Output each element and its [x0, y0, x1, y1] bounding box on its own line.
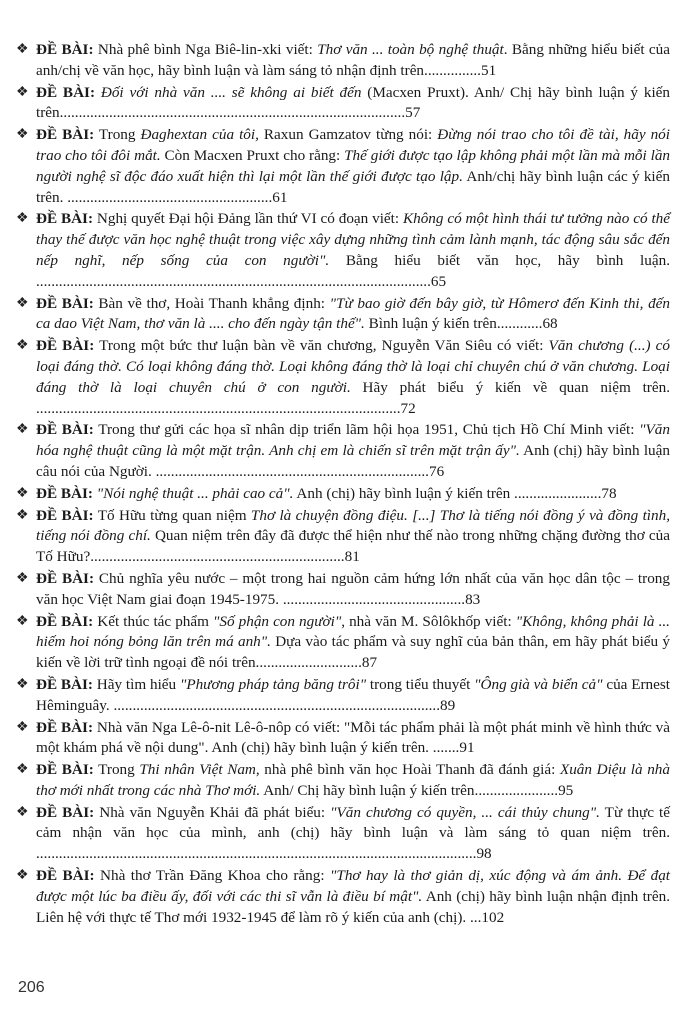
- diamond-bullet-icon: ❖: [16, 422, 29, 438]
- entry-quote: "Phương pháp tảng băng trôi": [179, 675, 367, 693]
- entry-quote: Thơ là chuyện đồng điệu. [...] Thơ là tiếng nói đồng ý và đồng tình, tiếng nói đồng chí.: [36, 506, 670, 545]
- entry-quote: "Văn hóa nghệ thuật cũng là một mặt trận. Anh chị em là chiến sĩ trên mặt trận ấy".: [36, 421, 670, 460]
- entry-page-number: 91: [459, 739, 475, 757]
- entry-page-number: 72: [400, 399, 416, 417]
- entry-label: ĐỀ BÀI:: [36, 126, 95, 144]
- entry-text: của Ernest Hêminguây. ......................................................................................: [36, 675, 671, 714]
- entry-label: ĐỀ BÀI:: [36, 569, 95, 587]
- entry-text: Raxun Gamzatov từng nói:: [258, 126, 438, 144]
- entry-page-number: 61: [272, 188, 288, 206]
- entry-text: Chủ nghĩa yêu nước – một trong hai nguồn cảm hứng lớn nhất của văn học dân tộc – trong văn học Việt Nam giai đoạn 1945-1975. ................................................: [36, 569, 670, 608]
- entry-quote: "Ông già và biển cả": [474, 675, 603, 693]
- entry-text: Anh (chị) hãy bình luận nhận định trên. Liên hệ với thực tế Thơ mới 1932-1945 để làm rõ ý kiến của anh (chị). ...: [36, 887, 670, 926]
- entry-page-number: 76: [428, 462, 445, 480]
- entry-quote: Đaghextan của tôi,: [140, 126, 259, 144]
- entry-label: ĐỀ BÀI:: [36, 484, 93, 502]
- entry-quote: Thế giới được tạo lập không phải một lần mà mỗi lần người nghệ sĩ độc đáo xuất hiện thì lại một lần thế giới được tạo lập.: [36, 146, 671, 185]
- toc-entry: [16, 484, 670, 505]
- entry-text: Nhà phê bình Nga Biê-lin-xki viết:: [93, 41, 318, 58]
- entry-page-number: 102: [481, 908, 505, 926]
- entry-text: Hãy tìm hiểu: [92, 675, 180, 693]
- diamond-bullet-icon: ❖: [16, 338, 29, 354]
- entry-text: Bằng hiểu biết văn học, hãy bình luận. ........................................................................................................: [36, 251, 670, 290]
- entry-quote: Văn chương (...) có loại đáng thờ. Có loại không đáng thờ. Loại không đáng thờ là loại chỉ chuyên chú ở văn chương. Loại đáng thờ là loại chuyên chú ở con người.: [36, 337, 670, 396]
- diamond-bullet-icon: ❖: [16, 613, 29, 629]
- entry-text: Kết thúc tác phẩm: [93, 612, 214, 630]
- entry-quote: Thơ văn ... toàn bộ nghệ thuật: [317, 41, 504, 58]
- entry-label: ĐỀ BÀI:: [36, 867, 95, 885]
- entry-page-number: 81: [344, 548, 360, 566]
- entry-text: Từ thực tế cảm nhận văn học của mình, anh (chị) hãy bình luận và làm sáng tỏ quan niệm trên. ....................................................................................................................: [36, 803, 671, 863]
- toc-entry: [16, 336, 670, 419]
- diamond-bullet-icon: ❖: [16, 485, 29, 501]
- toc-entry: [16, 83, 670, 125]
- toc-entry: [16, 569, 670, 611]
- diamond-bullet-icon: ❖: [16, 42, 29, 57]
- entry-page-number: 87: [361, 654, 378, 672]
- entry-quote: Đối với nhà văn .... sẽ không ai biết đến: [100, 83, 362, 101]
- entry-label: ĐỀ BÀI:: [36, 41, 94, 58]
- entry-text: Trong: [93, 761, 140, 779]
- entry-label: ĐỀ BÀI:: [36, 803, 95, 821]
- toc-entry: [16, 209, 670, 292]
- diamond-bullet-icon: ❖: [16, 295, 29, 311]
- entry-quote: Xuân Diệu là nhà thơ mới nhất trong các nhà Thơ mới.: [36, 761, 670, 799]
- diamond-bullet-icon: ❖: [16, 804, 29, 820]
- entry-quote: Không có một hình thái tư tưởng nào có thể thay thế được văn học nghệ thuật trong việc xây dựng những tình cảm lành mạnh, tác động sâu sắc đến nếp nghĩ, nếp sống của con người".: [36, 210, 670, 269]
- entry-text: Hãy phát biểu ý kiến về quan niệm trên. ................................................................................................: [36, 378, 670, 417]
- entry-page-number: 65: [430, 272, 447, 290]
- entry-text: Bàn về thơ, Hoài Thanh khẳng định:: [93, 294, 330, 312]
- diamond-bullet-icon: ❖: [16, 84, 29, 100]
- diamond-bullet-icon: ❖: [16, 719, 29, 735]
- entry-text: Anh (chị) hãy bình luận ý kiến trên .......................: [293, 484, 602, 502]
- diamond-bullet-icon: ❖: [16, 868, 29, 884]
- entry-page-number: 68: [542, 315, 558, 333]
- entry-text: Còn Macxen Pruxt cho rằng:: [160, 146, 345, 164]
- diamond-bullet-icon: ❖: [16, 676, 29, 692]
- entry-label: ĐỀ BÀI:: [36, 337, 95, 355]
- toc-entry: [16, 803, 670, 865]
- entry-quote: "Từ bao giờ đến bây giờ, từ Hômerơ đến Kinh thi, đến ca dao Việt Nam, thơ văn là .... cho đến ngày tận thế".: [36, 294, 670, 333]
- entry-page-number: 51: [480, 61, 497, 79]
- toc-entry: [16, 718, 670, 760]
- entry-page-number: 89: [440, 696, 456, 714]
- entry-text: , nhà văn M. Sôlôkhốp viết:: [341, 612, 516, 630]
- entry-label: ĐỀ BÀI:: [36, 761, 94, 779]
- toc-entry: [16, 294, 670, 336]
- entry-text: Trong một bức thư luận bàn về văn chương, Nguyễn Văn Siêu có viết:: [94, 337, 549, 355]
- entry-label: ĐỀ BÀI:: [36, 210, 94, 228]
- entry-label: ĐỀ BÀI:: [36, 294, 94, 312]
- entry-quote: "Nói nghệ thuật ... phải cao cả".: [96, 484, 294, 502]
- entry-text: Quan niệm trên đây đã được thể hiện như thế nào trong những chặng đường thơ của Tố Hữu?...................................................................: [36, 527, 670, 566]
- entry-text: (Macxen Pruxt). Anh/ Chị hãy bình luận ý kiến trên...........................................................................................: [36, 83, 671, 122]
- entry-page-number: 95: [558, 781, 574, 799]
- entry-text: . Bằng những hiểu biết của anh/chị về văn học, hãy bình luận và làm sáng tỏ nhận định trên...............: [36, 41, 670, 79]
- entry-page-number: 78: [601, 484, 617, 502]
- table-of-contents: [16, 40, 670, 929]
- entry-quote: "Không, không phải là ... hiếm hoi nóng bỏng lăn trên má anh".: [36, 612, 670, 651]
- toc-entry: [16, 760, 670, 802]
- diamond-bullet-icon: ❖: [16, 570, 29, 586]
- entry-quote: "Thơ hay là thơ giản dị, xúc động và ám ảnh. Để đạt được một lúc ba điều ấy, đối với các thi sĩ vẫn là điều bí mật".: [36, 867, 671, 905]
- entry-text: Trong: [94, 126, 141, 144]
- entry-text: Nhà văn Nguyễn Khải đã phát biểu:: [94, 803, 331, 821]
- toc-entry: [16, 125, 670, 208]
- page-number: 206: [18, 979, 45, 996]
- toc-entry: [16, 675, 670, 717]
- entry-label: ĐỀ BÀI:: [36, 421, 94, 439]
- entry-text: , nhà phê bình văn học Hoài Thanh đã đánh giá:: [255, 761, 560, 779]
- entry-label: ĐỀ BÀI:: [36, 83, 96, 101]
- diamond-bullet-icon: ❖: [16, 762, 29, 778]
- entry-label: ĐỀ BÀI:: [36, 506, 94, 524]
- entry-text: Dựa vào tác phẩm và suy nghĩ của bản thân, em hãy phát biểu ý kiến về lời trữ tình ngoại đề nói trên............................: [36, 633, 670, 672]
- entry-text: Tố Hữu từng quan niệm: [93, 506, 251, 524]
- entry-quote: Thi nhân Việt Nam: [139, 761, 256, 779]
- entry-text: trong tiểu thuyết: [366, 675, 475, 693]
- entry-text: Nhà thơ Trần Đăng Khoa cho rằng:: [94, 867, 330, 885]
- entry-quote: Đừng nói trao cho tôi đề tài, hãy nói trao cho tôi đôi mắt.: [36, 126, 670, 164]
- entry-page-number: 83: [465, 590, 481, 608]
- diamond-bullet-icon: ❖: [16, 211, 29, 227]
- entry-quote: "Văn chương có quyền, ... cái thủy chung".: [330, 803, 600, 821]
- entry-text: Nghị quyết Đại hội Đảng lần thứ VI có đoạn viết:: [93, 210, 403, 228]
- toc-entry: [16, 612, 670, 674]
- diamond-bullet-icon: ❖: [16, 507, 29, 523]
- entry-page-number: 98: [476, 845, 492, 863]
- entry-page-number: 57: [405, 104, 421, 122]
- entry-label: ĐỀ BÀI:: [36, 612, 94, 630]
- entry-quote: "Số phận con người": [213, 612, 342, 630]
- entry-text: Nhà văn Nga Lê-ô-nit Lê-ô-nôp có viết: "Mỗi tác phẩm phải là một phát minh về hình thức và một khám phá về nội dung". Anh (chị) hãy bình luận ý kiến trên. .......: [36, 718, 670, 757]
- entry-text: Anh/chị hãy bình luận các ý kiến trên. ......................................................: [36, 167, 670, 206]
- entry-text: Anh/ Chị hãy bình luận ý kiến trên......................: [260, 781, 559, 799]
- entry-label: ĐỀ BÀI:: [36, 718, 94, 736]
- toc-entry: [16, 40, 670, 82]
- entry-text: Trong thư gửi các họa sĩ nhân dịp triển lãm hội họa 1951, Chủ tịch Hồ Chí Minh viết:: [93, 421, 640, 439]
- entry-label: ĐỀ BÀI:: [36, 675, 93, 693]
- entry-text: Anh (chị) hãy bình luận câu nói của Người. ........................................................................: [36, 442, 670, 480]
- entry-text: Bình luận ý kiến trên............: [364, 315, 543, 333]
- toc-entry: [16, 506, 670, 568]
- toc-entry: [16, 866, 670, 928]
- toc-entry: [16, 420, 670, 482]
- diamond-bullet-icon: ❖: [16, 127, 29, 143]
